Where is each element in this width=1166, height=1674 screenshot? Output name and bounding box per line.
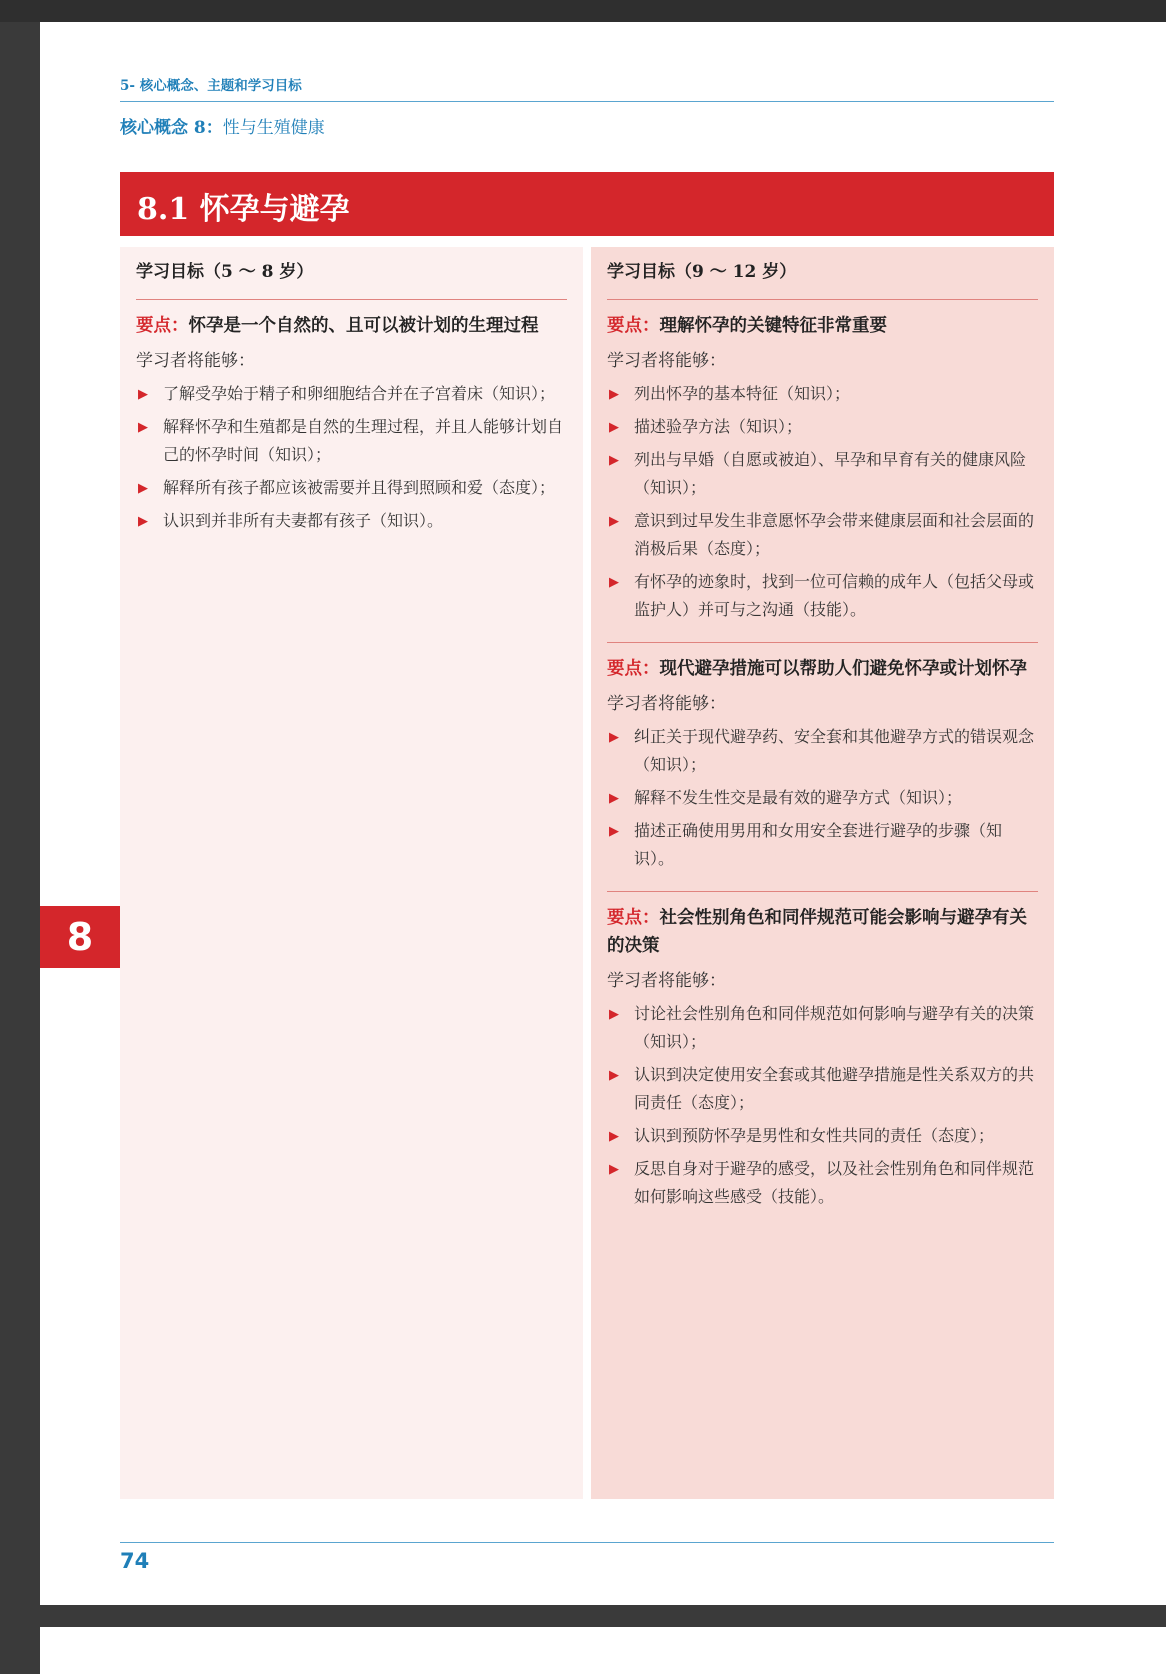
page-number: 74	[120, 1549, 150, 1573]
objective-text: 认识到并非所有夫妻都有孩子（知识）。	[163, 511, 444, 530]
document-page	[40, 22, 1166, 1605]
learners-intro: 学习者将能够：	[607, 351, 726, 371]
learners-intro: 学习者将能够：	[607, 694, 726, 714]
key-point-text: 现代避孕措施可以帮助人们避免怀孕或计划怀孕	[659, 659, 1027, 679]
footer-rule	[120, 1542, 1054, 1543]
triangle-right-icon: ▶	[609, 824, 619, 839]
key-point-label: 要点：	[136, 316, 189, 336]
objective-item	[607, 446, 1038, 502]
objective-item	[136, 380, 567, 408]
objective-text: 纠正关于现代避孕药、安全套和其他避孕方式的错误观念（知识）；	[634, 727, 1035, 774]
viewer-top-bar	[0, 0, 1166, 22]
triangle-right-icon: ▶	[138, 481, 148, 496]
objective-text: 讨论社会性别角色和同伴规范如何影响与避孕有关的决策（知识）；	[634, 1004, 1035, 1051]
learners-intro: 学习者将能够：	[136, 351, 255, 371]
core-concept-label: 核心概念 8：	[120, 118, 223, 138]
objective-text: 描述验孕方法（知识）；	[634, 417, 803, 436]
objective-text: 意识到过早发生非意愿怀孕会带来健康层面和社会层面的消极后果（态度）；	[634, 511, 1035, 558]
section-title: 8.1 怀孕与避孕	[137, 192, 350, 227]
triangle-right-icon: ▶	[609, 791, 619, 806]
triangle-right-icon: ▶	[609, 1007, 619, 1022]
key-point-label: 要点：	[607, 316, 660, 336]
objective-text: 有怀孕的迹象时，找到一位可信赖的成年人（包括父母或监护人）并可与之沟通（技能）。	[634, 572, 1035, 619]
chapter-tab-number: 8	[66, 915, 94, 959]
objective-text: 解释不发生性交是最有效的避孕方式（知识）；	[634, 788, 963, 807]
triangle-right-icon: ▶	[609, 730, 619, 745]
key-point-text: 怀孕是一个自然的、且可以被计划的生理过程	[188, 316, 539, 336]
core-concept-title: 性与生殖健康	[222, 118, 325, 138]
key-point-title	[607, 312, 1038, 340]
objective-text: 认识到预防怀孕是男性和女性共同的责任（态度）；	[634, 1126, 995, 1145]
key-point-title	[607, 655, 1038, 683]
right-column-heading: 学习目标（9 ～ 12 岁）	[607, 259, 1038, 300]
objective-item	[607, 1000, 1038, 1056]
learners-intro: 学习者将能够：	[607, 971, 726, 991]
objective-item	[136, 507, 567, 535]
key-point-label: 要点：	[607, 908, 660, 928]
objective-list	[607, 380, 1038, 624]
triangle-right-icon: ▶	[138, 514, 148, 529]
key-point-title	[136, 312, 567, 340]
triangle-right-icon: ▶	[609, 1162, 619, 1177]
triangle-right-icon: ▶	[609, 1129, 619, 1144]
triangle-right-icon: ▶	[609, 514, 619, 529]
chapter-tab	[40, 906, 120, 968]
objective-text: 解释所有孩子都应该被需要并且得到照顾和爱（态度）；	[163, 478, 556, 497]
objective-text: 描述正确使用男用和女用安全套进行避孕的步骤（知识）。	[634, 821, 1003, 868]
objective-text: 认识到决定使用安全套或其他避孕措施是性关系双方的共同责任（态度）；	[634, 1065, 1035, 1112]
key-point-label: 要点：	[607, 659, 660, 679]
triangle-right-icon: ▶	[138, 387, 148, 402]
triangle-right-icon: ▶	[609, 575, 619, 590]
left-key-points	[136, 312, 567, 535]
objective-item	[607, 507, 1038, 563]
objective-item	[607, 723, 1038, 779]
objective-text: 列出与早婚（自愿或被迫）、早孕和早育有关的健康风险（知识）；	[634, 450, 1027, 497]
objective-text: 列出怀孕的基本特征（知识）；	[634, 384, 851, 403]
key-point-title	[607, 904, 1038, 960]
objective-text: 反思自身对于避孕的感受，以及社会性别角色和同伴规范如何影响这些感受（技能）。	[634, 1159, 1035, 1206]
next-page-edge	[40, 1627, 1166, 1674]
objective-item	[136, 474, 567, 502]
running-head: 5- 核心概念、主题和学习目标	[120, 78, 302, 94]
key-point-text: 理解怀孕的关键特征非常重要	[659, 316, 887, 336]
objective-item	[607, 1155, 1038, 1211]
objective-item	[607, 1061, 1038, 1117]
objective-item	[607, 784, 1038, 812]
objective-item	[607, 568, 1038, 624]
objective-text: 解释怀孕和生殖都是自然的生理过程，并且人能够计划自己的怀孕时间（知识）；	[163, 417, 564, 464]
objective-item	[607, 413, 1038, 441]
objective-text: 了解受孕始于精子和卵细胞结合并在子宫着床（知识）；	[163, 384, 556, 403]
objective-item	[607, 380, 1038, 408]
triangle-right-icon: ▶	[609, 453, 619, 468]
triangle-right-icon: ▶	[609, 1068, 619, 1083]
triangle-right-icon: ▶	[609, 387, 619, 402]
objective-list	[136, 380, 567, 535]
key-point-separator	[607, 642, 1038, 643]
left-column	[120, 247, 583, 1499]
key-point-separator	[607, 891, 1038, 892]
header-rule	[120, 101, 1054, 102]
objective-item	[136, 413, 567, 469]
right-column	[591, 247, 1054, 1499]
right-key-points	[607, 312, 1038, 1211]
key-point-text: 社会性别角色和同伴规范可能会影响与避孕有关的决策	[607, 908, 1027, 956]
objective-item	[607, 1122, 1038, 1150]
triangle-right-icon: ▶	[609, 420, 619, 435]
left-column-heading: 学习目标（5 ～ 8 岁）	[136, 259, 567, 300]
objective-item	[607, 817, 1038, 873]
core-concept-line	[120, 113, 325, 138]
objective-list	[607, 1000, 1038, 1211]
objective-list	[607, 723, 1038, 873]
section-banner	[120, 172, 1054, 236]
triangle-right-icon: ▶	[138, 420, 148, 435]
